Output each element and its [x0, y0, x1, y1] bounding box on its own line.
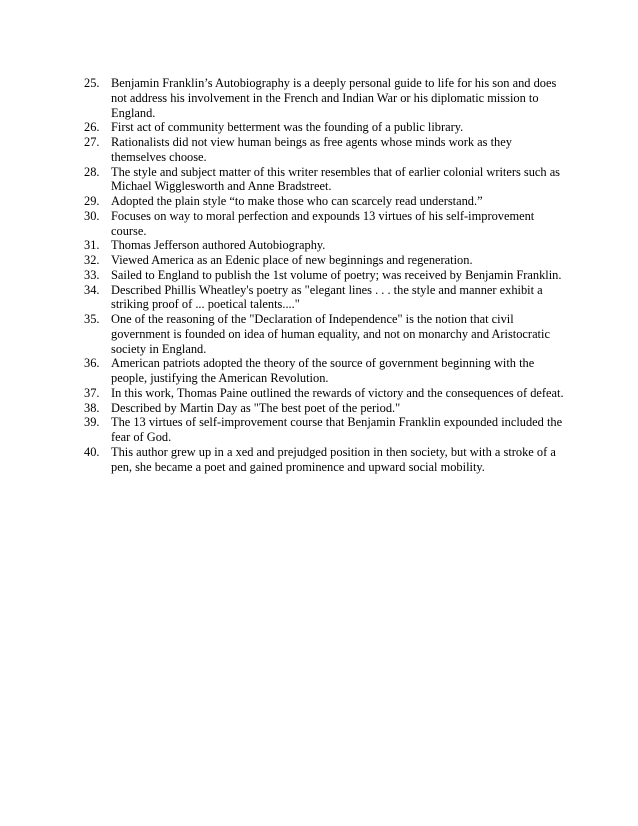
item-number: 32.: [84, 253, 100, 267]
item-number: 31.: [84, 238, 100, 253]
item-number: 29.: [84, 194, 100, 208]
item-text: The style and subject matter of this writer resembles that of earlier colonial writers such as Michael Wigglesworth and Anne Bradstreet.: [111, 164, 561, 194]
item-text: Thomas Jefferson authored Autobiography.: [111, 238, 326, 253]
list-item: [84, 415, 569, 445]
list-item: [84, 209, 569, 239]
item-number: 30.: [84, 208, 100, 223]
list-item: [84, 283, 569, 313]
item-text: The 13 virtues of self-improvement course that Benjamin Franklin expounded included the fear of God.: [111, 415, 563, 444]
list-item: [84, 356, 569, 386]
list-item: [84, 445, 569, 475]
item-text: First act of community betterment was the founding of a public library.: [111, 120, 464, 135]
list-item: [84, 120, 569, 135]
item-text: In this work, Thomas Paine outlined the rewards of victory and the consequences of defeat.: [111, 385, 564, 400]
item-number: 37.: [84, 385, 100, 400]
list-item: [84, 401, 569, 416]
item-number: 26.: [84, 120, 100, 135]
item-number: 34.: [84, 282, 100, 297]
item-text: Rationalists did not view human beings as free agents whose minds work as they themselves choose.: [111, 135, 512, 164]
list-item: [84, 135, 569, 165]
item-number: 40.: [84, 444, 100, 459]
list-item: [84, 194, 569, 209]
item-number: 33.: [84, 267, 100, 282]
list-item: [84, 165, 569, 195]
item-text: Described Phillis Wheatley's poetry as "elegant lines . . . the style and manner exhibit a striking proof of ... poetical talents....": [111, 282, 543, 312]
list-item: [84, 386, 569, 401]
list-item: [84, 76, 569, 120]
item-text: Viewed America as an Edenic place of new beginnings and regeneration.: [111, 253, 473, 267]
list-item: [84, 253, 569, 268]
item-text: Focuses on way to moral perfection and expounds 13 virtues of his self-improvement course.: [111, 208, 535, 238]
list-item: [84, 268, 569, 283]
item-text: One of the reasoning of the "Declaration of Independence" is the notion that civil government is founded on idea of human equality, and not on monarchy and Aristocratic society in England.: [111, 312, 550, 356]
item-number: 35.: [84, 312, 100, 326]
item-text: Described by Martin Day as "The best poet of the period.": [111, 400, 401, 415]
item-number: 27.: [84, 135, 100, 149]
item-text: Benjamin Franklin’s Autobiography is a deeply personal guide to life for his son and does not address his involvement in the French and Indian War or his diplomatic mission to England.: [111, 76, 557, 120]
item-number: 36.: [84, 356, 100, 371]
item-number: 38.: [84, 400, 100, 415]
list-item: [84, 312, 569, 356]
item-text: Adopted the plain style “to make those who can scarcely read understand.”: [111, 194, 483, 208]
item-number: 25.: [84, 76, 100, 90]
item-number: 28.: [84, 164, 100, 179]
list-item: [84, 238, 569, 253]
item-text: American patriots adopted the theory of the source of government beginning with the people, justifying the American Revolution.: [111, 356, 535, 385]
item-text: This author grew up in a xed and prejudged position in then society, but with a stroke of a pen, she became a poet and gained prominence and upward social mobility.: [111, 444, 556, 474]
item-text: Sailed to England to publish the 1st volume of poetry; was received by Benjamin Franklin.: [111, 267, 562, 282]
question-list: [84, 76, 569, 474]
item-number: 39.: [84, 415, 100, 430]
